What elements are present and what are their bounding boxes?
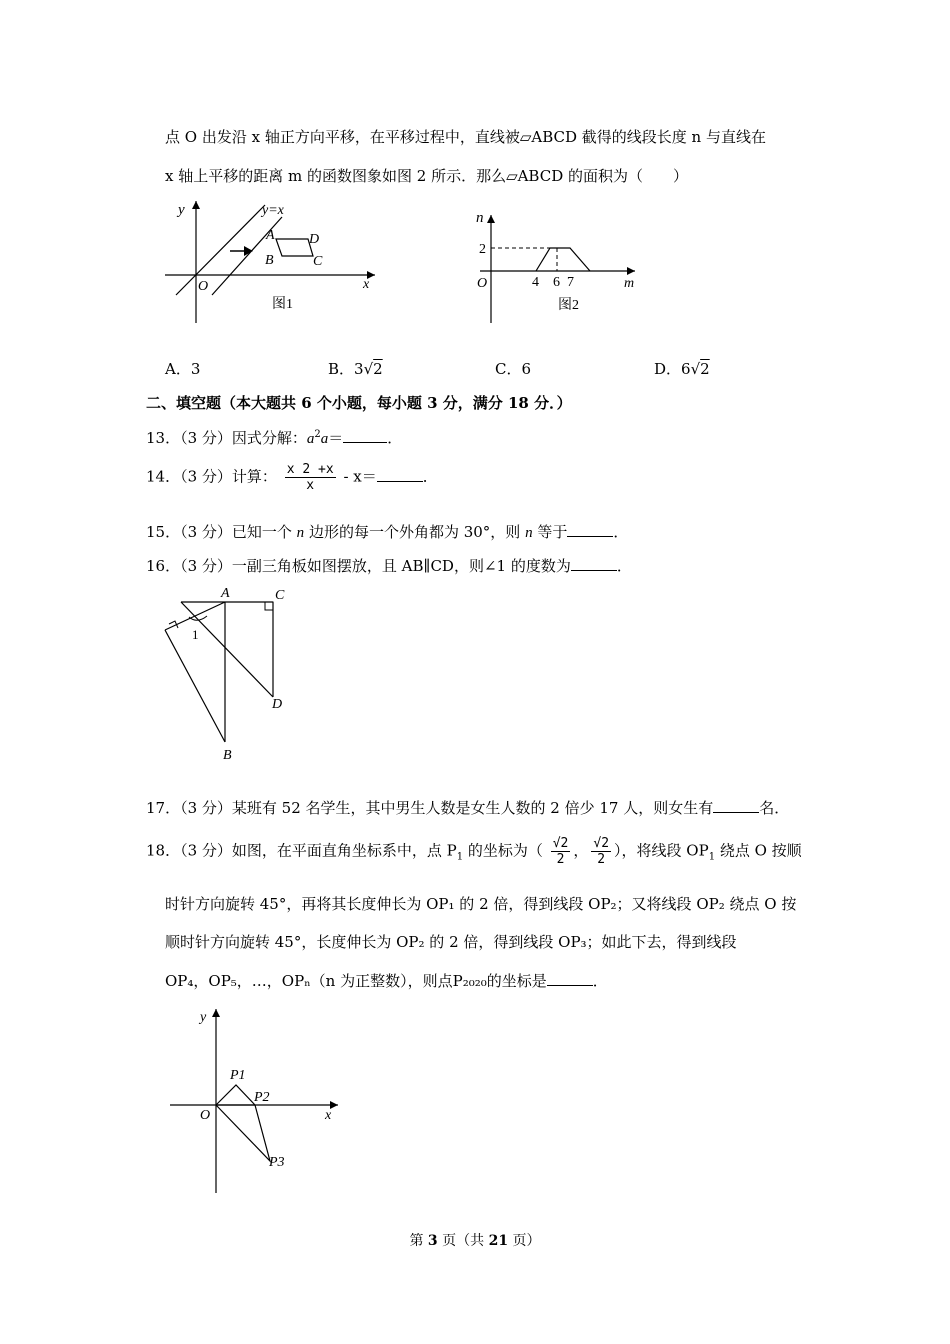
q16-label-a: A (221, 586, 230, 601)
q16-angle-1: 1 (192, 627, 199, 642)
q18-p2: P2 (254, 1090, 270, 1105)
q16-label-b: B (223, 748, 232, 763)
fig2-m-label: m (624, 276, 635, 291)
option-c: C．6 (495, 360, 532, 378)
question-15: 15．（3 分）已知一个 n 边形的每一个外角都为 30°，则 n 等于 ． (146, 523, 629, 541)
fig1-y-label: y (178, 202, 185, 218)
q18-y-label: y (200, 1010, 207, 1025)
question-18-line-4: OP₄，OP₅，…，OPₙ（n 为正整数），则点P₂₀₂₀的坐标是 ． (165, 972, 608, 990)
figure-q16 (155, 582, 300, 767)
q16-label-c: C (275, 588, 285, 603)
question-13: 13．（3 分）因式分解：$a^2a=$ ． (146, 429, 403, 447)
fig2-tick-7: 7 (567, 275, 574, 290)
q18-p1: P1 (230, 1068, 246, 1083)
option-a: A．3 (165, 360, 201, 378)
q18-p3: P3 (269, 1155, 285, 1170)
question-18-line-3: 顺时针方向旋转 45°，长度伸长为 OP₂ 的 2 倍，得到线段 OP₃；如此下去，得到线段 (165, 933, 737, 951)
section-heading: 二、填空题（本大题共 6 个小题，每小题 3 分，满分 18 分．） (146, 394, 572, 412)
fig2-caption: 图2 (558, 298, 579, 313)
question-16: 16．（3 分）一副三角板如图摆放，且 AB∥CD，则∠1 的度数为 ． (146, 557, 632, 575)
page-footer: 第 3 页（共 21 页） (409, 1233, 541, 1249)
fig1-caption: 图1 (272, 297, 293, 312)
question-18-line-1: 18．（3 分）如图，在平面直角坐标系中，点 $P_1$ 的坐标为（ $\frac{√2}{2}$ ， $\frac{√2}{2}$ ），将线段 $OP_1$ 绕点 O 按顺 (146, 836, 802, 867)
question-18-line-2: 时针方向旋转 45°，再将其长度伸长为 OP₁ 的 2 倍，得到线段 OP₂；又将线段 OP₂ 绕点 O 按 (165, 895, 797, 913)
option-d: D．6√2 (654, 360, 710, 378)
fig2-n-label: n (476, 210, 484, 226)
fig2-value-2: 2 (479, 242, 486, 257)
fig2-tick-6: 6 (553, 275, 560, 290)
question-14: 14．（3 分）计算： $\frac{x 2 +x}{x}$ - x＝ ． (146, 462, 438, 493)
fig1-x-label: x (363, 277, 370, 292)
figure-q18 (160, 1003, 345, 1198)
fig1-c: C (313, 254, 323, 269)
q16-label-d: D (272, 697, 283, 712)
q18-origin: O (200, 1108, 211, 1123)
question-17: 17．（3 分）某班有 52 名学生，其中男生人数是女生人数的 2 倍少 17 人，则女生有 名． (146, 799, 790, 817)
option-b: B．3√2 (328, 360, 383, 378)
figure-1 (160, 195, 380, 330)
fig1-a: A (266, 228, 275, 243)
fig2-origin: O (477, 276, 488, 291)
fig2-tick-4: 4 (532, 275, 539, 290)
figure-2 (470, 205, 650, 330)
q12-line-1: 点 O 出发沿 x 轴正方向平移，在平移过程中，直线被▱ABCD 截得的线段长度 n 与直线在 (165, 128, 766, 146)
q14-fraction: $\frac{x 2 +x}{x}$ (286, 462, 334, 493)
q12-line-2: x 轴上平移的距离 m 的函数图象如图 2 所示．那么▱ABCD 的面积为（ ） (165, 167, 689, 185)
fig1-origin: O (198, 279, 209, 294)
fig1-line-label: y=x (262, 203, 284, 218)
fig1-d: D (309, 232, 320, 247)
fig1-b: B (265, 253, 274, 268)
q18-x-label: x (325, 1108, 332, 1123)
